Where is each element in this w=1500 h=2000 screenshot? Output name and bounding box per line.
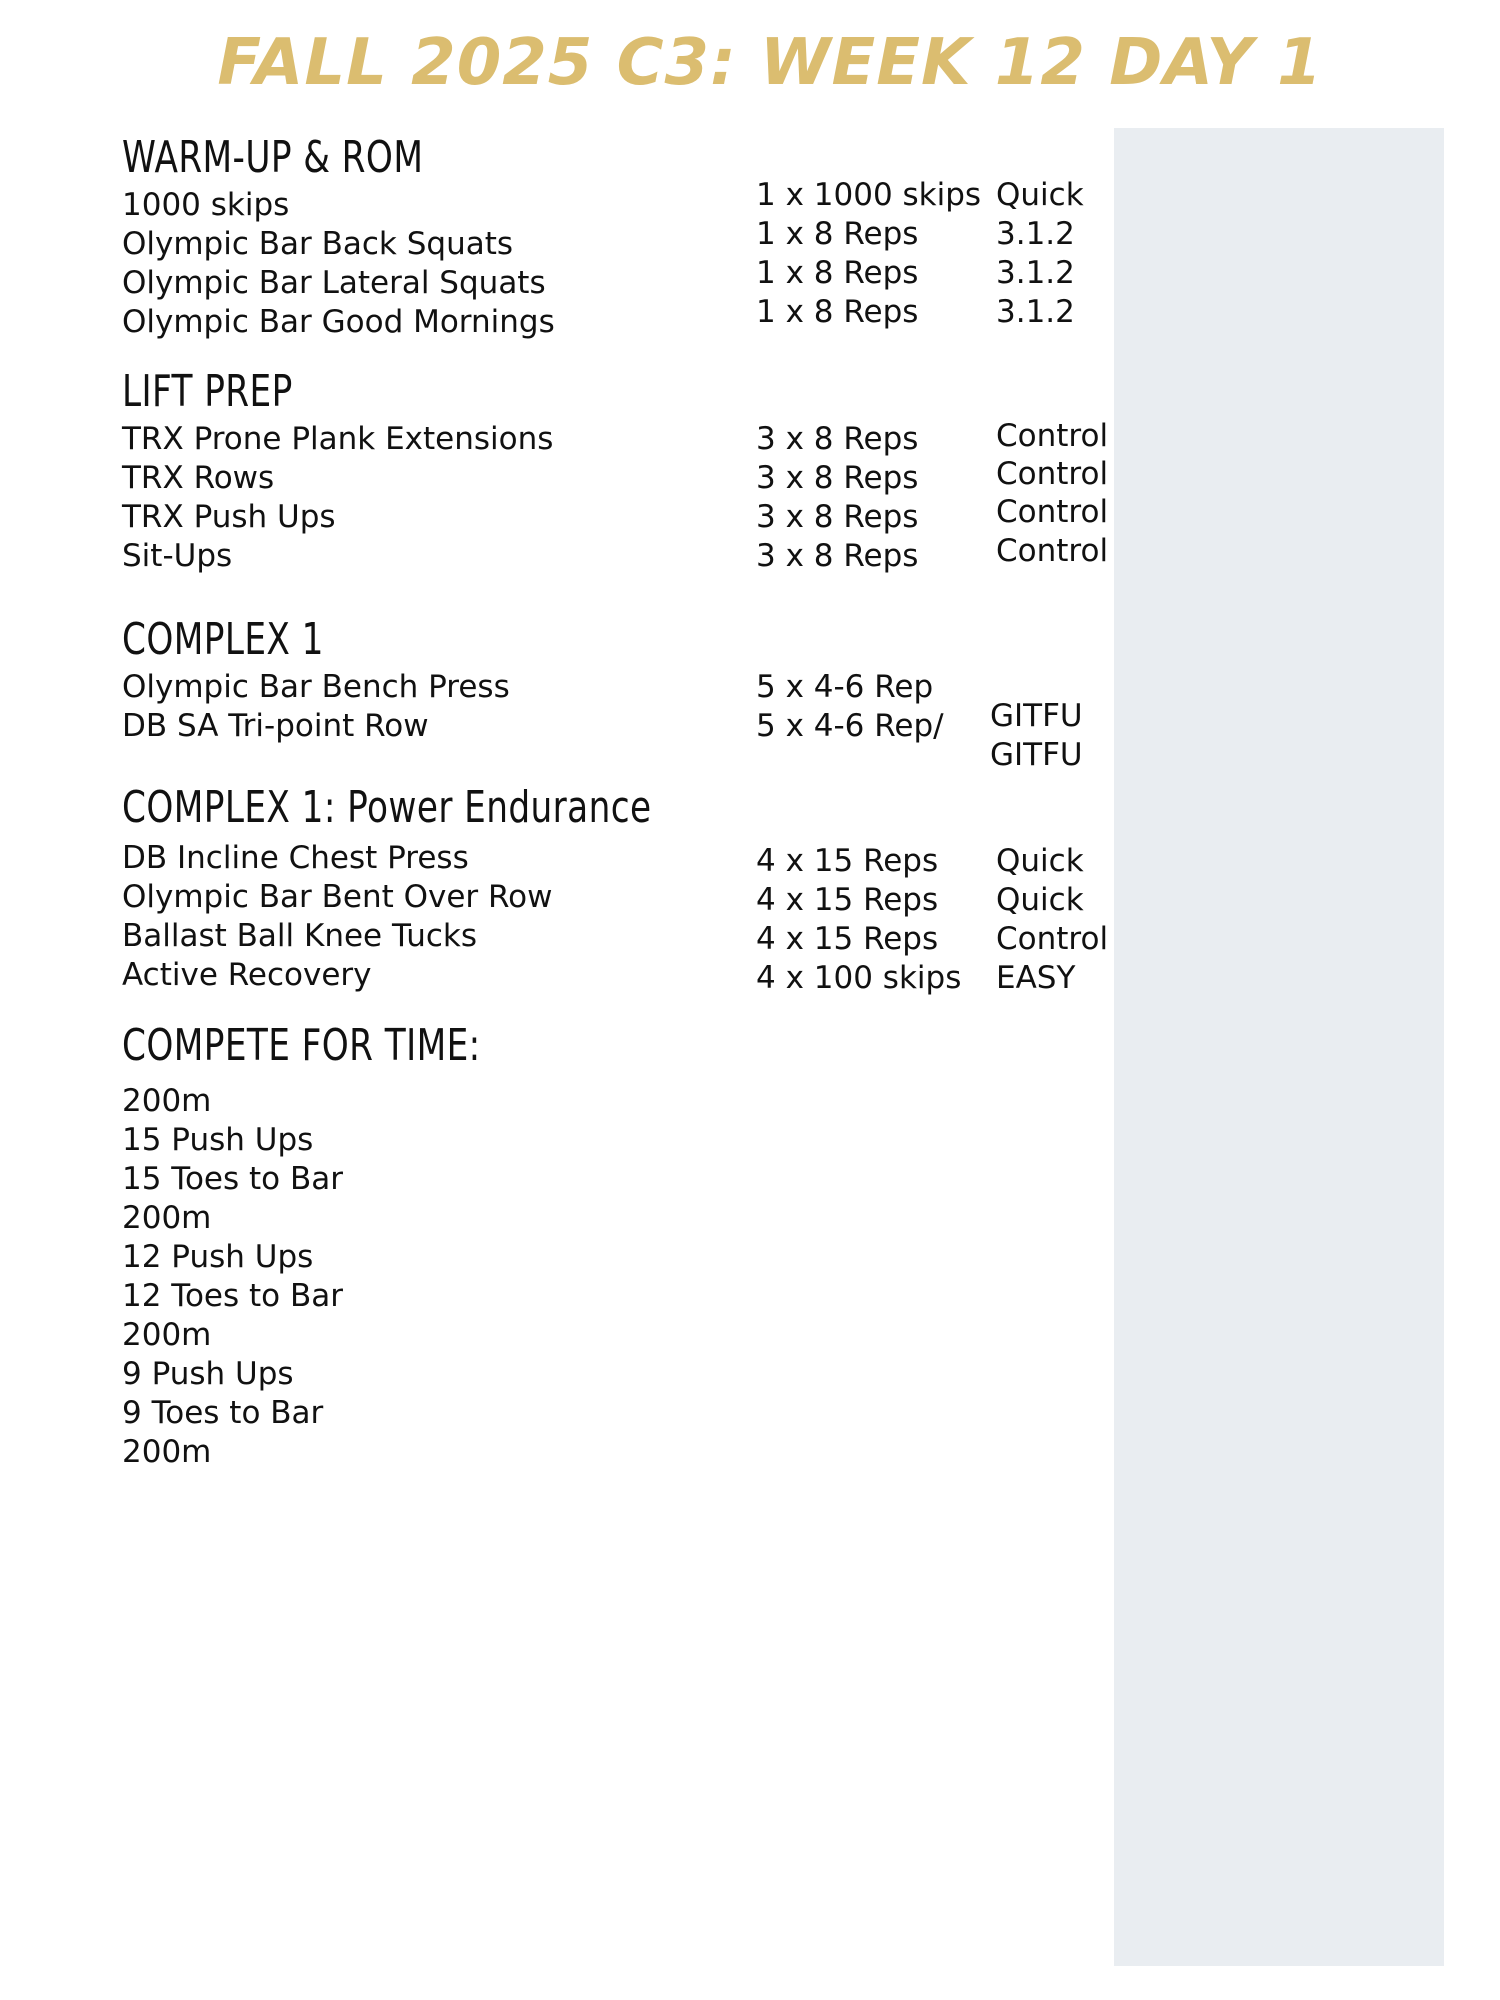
exercise-tempo: Quick (996, 843, 1084, 879)
list-item: 200m (122, 1317, 212, 1353)
exercise-tempo: EASY (996, 960, 1076, 996)
list-item: 9 Toes to Bar (122, 1395, 324, 1431)
section-heading-warmup: WARM-UP & ROM (122, 132, 424, 183)
exercise-name: TRX Rows (122, 460, 275, 496)
exercise-sets: 4 x 15 Reps (756, 921, 939, 957)
exercise-sets: 4 x 15 Reps (756, 843, 939, 879)
list-item: 15 Toes to Bar (122, 1161, 343, 1197)
list-item: 15 Push Ups (122, 1122, 314, 1158)
exercise-tempo: Quick (996, 882, 1084, 918)
exercise-tempo: GITFU (990, 737, 1083, 773)
exercise-name: Ballast Ball Knee Tucks (122, 918, 477, 954)
exercise-name: Olympic Bar Good Mornings (122, 304, 555, 340)
list-item: 200m (122, 1434, 212, 1470)
section-heading-power-endurance: COMPLEX 1: Power Endurance (122, 782, 652, 833)
section-heading-compete-for-time: COMPETE FOR TIME: (122, 1020, 481, 1071)
exercise-tempo: Control (996, 456, 1109, 492)
exercise-sets: 4 x 100 skips (756, 960, 962, 996)
exercise-sets: 1 x 8 Reps (756, 255, 919, 291)
page-title: FALL 2025 C3: WEEK 12 DAY 1 (217, 26, 1323, 100)
exercise-sets: 5 x 4-6 Rep/ (756, 708, 944, 744)
list-item: 200m (122, 1200, 212, 1236)
exercise-name: DB Incline Chest Press (122, 840, 469, 876)
section-heading-lift-prep: LIFT PREP (122, 366, 293, 417)
exercise-tempo: Quick (996, 177, 1084, 213)
exercise-tempo: Control (996, 494, 1109, 530)
section-heading-complex-1: COMPLEX 1 (122, 614, 324, 665)
exercise-name: Olympic Bar Lateral Squats (122, 265, 546, 301)
exercise-sets: 5 x 4-6 Rep (756, 669, 934, 705)
exercise-name: Olympic Bar Bench Press (122, 669, 510, 705)
list-item: 9 Push Ups (122, 1356, 294, 1392)
exercise-name: DB SA Tri-point Row (122, 708, 429, 744)
exercise-sets: 3 x 8 Reps (756, 421, 919, 457)
exercise-name: Active Recovery (122, 957, 372, 993)
exercise-tempo: Control (996, 921, 1109, 957)
exercise-name: 1000 skips (122, 187, 290, 223)
exercise-sets: 1 x 8 Reps (756, 294, 919, 330)
exercise-tempo: 3.1.2 (996, 255, 1075, 291)
exercise-sets: 1 x 1000 skips (756, 177, 982, 213)
exercise-tempo: 3.1.2 (996, 294, 1075, 330)
exercise-tempo: 3.1.2 (996, 216, 1075, 252)
exercise-name: Sit-Ups (122, 538, 233, 574)
exercise-sets: 3 x 8 Reps (756, 460, 919, 496)
exercise-sets: 1 x 8 Reps (756, 216, 919, 252)
exercise-name: Olympic Bar Back Squats (122, 226, 514, 262)
exercise-sets: 3 x 8 Reps (756, 499, 919, 535)
exercise-sets: 4 x 15 Reps (756, 882, 939, 918)
list-item: 12 Push Ups (122, 1239, 314, 1275)
list-item: 12 Toes to Bar (122, 1278, 343, 1314)
exercise-tempo: GITFU (990, 698, 1083, 734)
exercise-name: TRX Prone Plank Extensions (122, 421, 554, 457)
exercise-tempo: Control (996, 533, 1109, 569)
list-item: 200m (122, 1083, 212, 1119)
exercise-tempo: Control (996, 418, 1109, 454)
exercise-name: TRX Push Ups (122, 499, 336, 535)
side-panel (1114, 128, 1444, 1966)
exercise-sets: 3 x 8 Reps (756, 538, 919, 574)
exercise-name: Olympic Bar Bent Over Row (122, 879, 553, 915)
